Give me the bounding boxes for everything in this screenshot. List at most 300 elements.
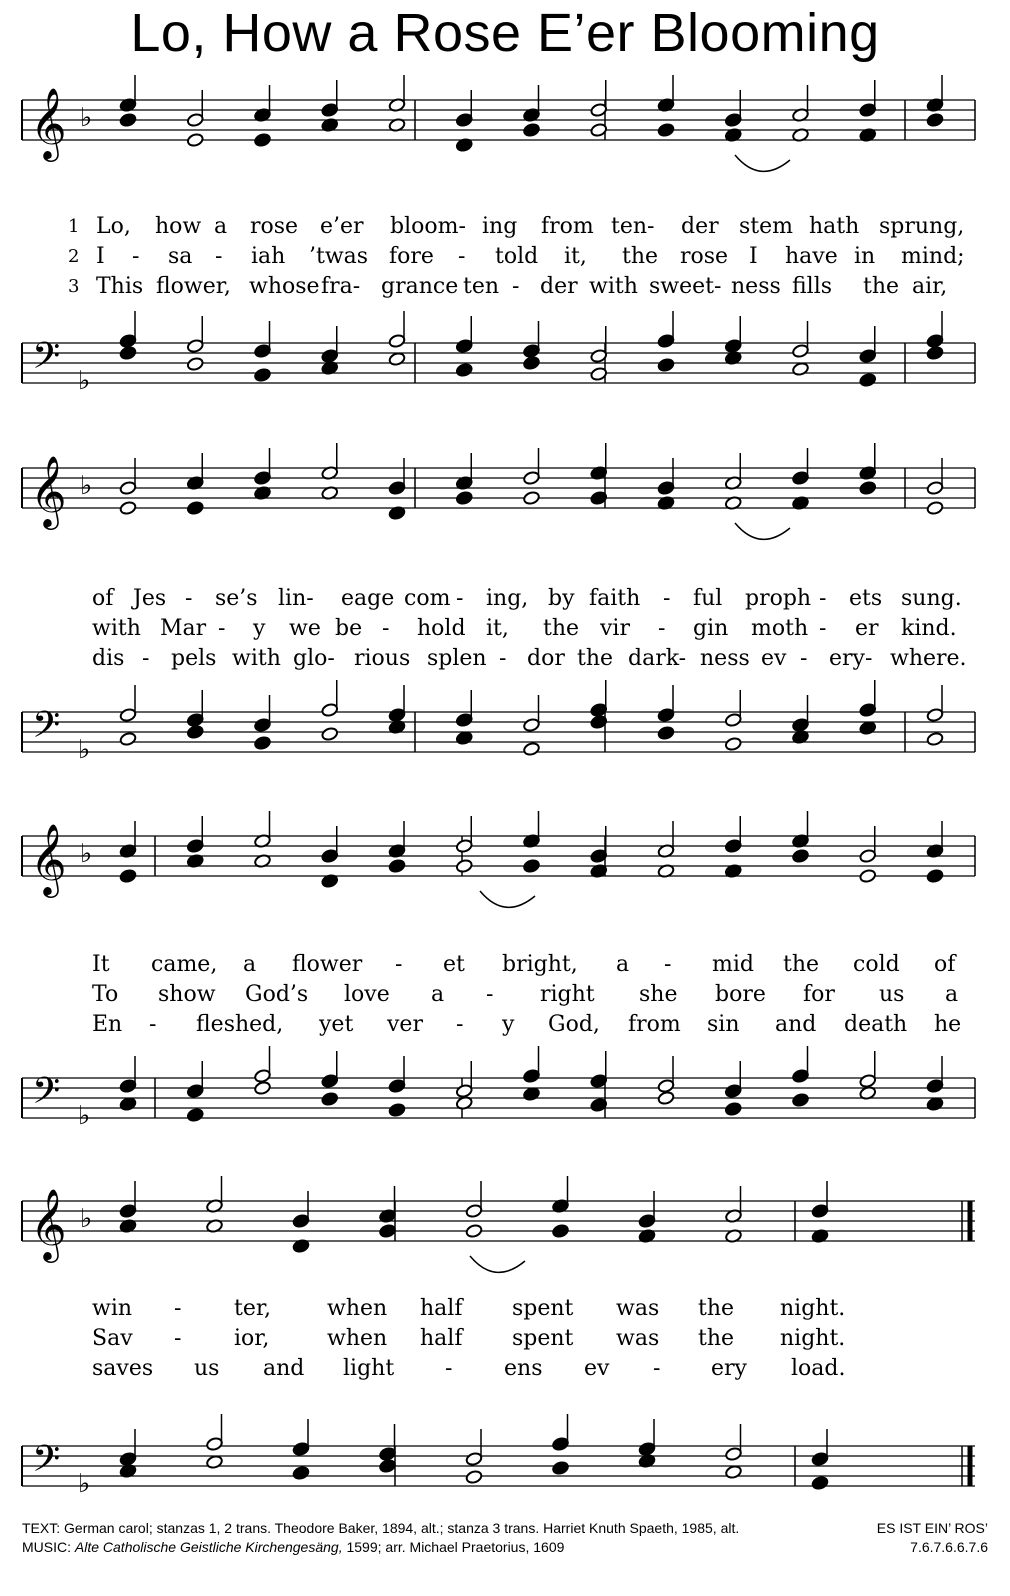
- lyric-syllable: I: [96, 244, 105, 269]
- tenor-note: [811, 1452, 829, 1467]
- bass-note: [792, 1093, 810, 1108]
- lyric-syllable: com: [404, 586, 451, 611]
- tenor-note: [292, 1442, 310, 1457]
- lyric-syllable: glo-: [293, 646, 335, 671]
- alto-note: [523, 491, 541, 506]
- tenor-note: [388, 1079, 406, 1094]
- lyric-syllable: Lo,: [96, 214, 131, 239]
- lyric-line: [0, 1010, 1010, 1040]
- lyric-syllable: the: [543, 616, 580, 641]
- lyric-syllable: God,: [548, 1012, 600, 1037]
- lyric-syllable: Mar: [160, 616, 207, 641]
- lyric-syllable: -: [445, 1356, 453, 1381]
- alto-note: [186, 501, 204, 516]
- lyric-syllable: rose: [250, 214, 299, 239]
- soprano-note: [724, 113, 742, 128]
- soprano-note: [186, 839, 204, 854]
- alto-note: [552, 1224, 570, 1239]
- lyric-syllable: how: [155, 214, 202, 239]
- bass-note: [725, 1465, 743, 1480]
- alto-note: [465, 1224, 483, 1239]
- soprano-note: [859, 849, 877, 864]
- lyric-line: [0, 1354, 1010, 1384]
- tenor-note: [455, 1084, 473, 1099]
- lyric-syllable: -: [499, 646, 507, 671]
- lyric-syllable: -: [800, 646, 808, 671]
- music-source-title: Alte Catholische Geistliche Kirchengesäng,: [74, 1539, 343, 1555]
- bass-note: [321, 727, 339, 742]
- lyric-syllable: where.: [890, 646, 967, 671]
- lyric-syllable: ness: [700, 646, 750, 671]
- flat-icon: ♭: [78, 735, 91, 765]
- lyric-syllable: ness: [731, 274, 781, 299]
- lyric-syllable: grance: [381, 274, 459, 299]
- slur: [470, 1256, 525, 1272]
- music-credit-label: MUSIC:: [22, 1539, 71, 1555]
- bass-note: [859, 721, 877, 736]
- bass-note: [119, 1097, 137, 1112]
- lyric-line: [0, 614, 1010, 644]
- tenor-note: [206, 1437, 224, 1452]
- lyric-syllable: sa: [168, 244, 193, 269]
- bass-note: [186, 357, 204, 372]
- bass-clef-icon: 𝄢: [32, 704, 61, 755]
- tenor-note: [523, 344, 541, 359]
- text-credit: [22, 1519, 822, 1538]
- lyric-syllable: told: [495, 244, 539, 269]
- soprano-note: [859, 103, 877, 118]
- soprano-note: [292, 1214, 310, 1229]
- soprano-note: [465, 1204, 483, 1219]
- lyric-syllable: -: [458, 244, 466, 269]
- lyric-line: [0, 212, 1010, 242]
- lyric-syllable: rose: [680, 244, 729, 269]
- lyric-syllable: To: [92, 982, 119, 1007]
- lyric-syllable: -: [215, 244, 223, 269]
- hymn-title: Lo, How a Rose E’er Blooming: [130, 3, 880, 63]
- alto-note: [254, 133, 272, 148]
- tenor-note: [792, 344, 810, 359]
- lyric-syllable: hold: [417, 616, 466, 641]
- lyric-syllable: -: [653, 1356, 661, 1381]
- lyric-syllable: y: [502, 1012, 515, 1037]
- tenor-note: [455, 339, 473, 354]
- lyric-syllable: gin: [693, 616, 729, 641]
- lyric-syllable: it,: [486, 616, 509, 641]
- lyric-syllable: was: [616, 1326, 660, 1351]
- lyric-syllable: ing,: [486, 586, 529, 611]
- lyric-syllable: moth: [751, 616, 809, 641]
- lyric-syllable: dor: [527, 646, 565, 671]
- lyric-line: [0, 644, 1010, 674]
- lyric-syllable: with: [589, 274, 638, 299]
- lyric-syllable: have: [785, 244, 838, 269]
- bass-clef-icon: 𝄢: [32, 1070, 61, 1121]
- soprano-note: [455, 113, 473, 128]
- soprano-note: [926, 481, 944, 496]
- lyric-line: [0, 980, 1010, 1010]
- bass-note: [292, 1466, 310, 1481]
- lyric-syllable: for: [803, 982, 835, 1007]
- lyric-syllable: ful: [693, 586, 723, 611]
- bass-note: [523, 742, 541, 757]
- lyric-syllable: the: [783, 952, 820, 977]
- lyric-syllable: Jes: [133, 586, 167, 611]
- tenor-note: [523, 1069, 541, 1084]
- bass-note: [657, 1091, 675, 1106]
- lyric-syllable: it,: [564, 244, 587, 269]
- alto-note: [455, 491, 473, 506]
- lyric-syllable: show: [158, 982, 216, 1007]
- lyric-syllable: -: [456, 586, 464, 611]
- lyric-syllable: -: [456, 1012, 464, 1037]
- bass-note: [186, 1108, 204, 1123]
- bass-note: [254, 1081, 272, 1096]
- lyric-syllable: yet: [319, 1012, 354, 1037]
- lyric-syllable: the: [622, 244, 659, 269]
- lyric-syllable: death: [844, 1012, 908, 1037]
- tenor-note: [186, 339, 204, 354]
- lyric-syllable: er: [855, 616, 879, 641]
- lyric-line: [0, 272, 1010, 302]
- bass-clef-icon: 𝄢: [32, 1438, 61, 1489]
- lyric-syllable: bloom-: [390, 214, 466, 239]
- lyric-syllable: from: [541, 214, 594, 239]
- lyric-syllable: -: [819, 586, 827, 611]
- alto-note: [523, 859, 541, 874]
- bass-note: [379, 1459, 397, 1474]
- soprano-note: [321, 103, 339, 118]
- text-credit-label: TEXT:: [22, 1520, 61, 1536]
- lyric-syllable: fleshed,: [196, 1012, 284, 1037]
- lyric-syllable: ery: [711, 1356, 747, 1381]
- tenor-note: [119, 1079, 137, 1094]
- bass-note: [388, 352, 406, 367]
- tenor-note: [724, 713, 742, 728]
- lyric-syllable: -: [395, 952, 403, 977]
- lyric-line: [0, 950, 1010, 980]
- lyric-syllable: by: [548, 586, 575, 611]
- lyric-syllable: night.: [780, 1296, 846, 1321]
- soprano-note: [388, 481, 406, 496]
- alto-note: [119, 501, 137, 516]
- flat-icon: ♭: [78, 1101, 91, 1131]
- lyric-syllable: love: [344, 982, 390, 1007]
- flat-icon: ♭: [80, 471, 93, 501]
- lyric-syllable: e’er: [320, 214, 364, 239]
- lyric-syllable: fills: [792, 274, 833, 299]
- soprano-note: [321, 849, 339, 864]
- bass-note: [926, 346, 944, 361]
- bass-note: [321, 1092, 339, 1107]
- lyric-syllable: En: [92, 1012, 123, 1037]
- alto-note: [792, 849, 810, 864]
- alto-note: [455, 859, 473, 874]
- flat-icon: ♭: [78, 366, 91, 396]
- soprano-note: [186, 113, 204, 128]
- lyric-syllable: us: [879, 982, 905, 1007]
- stanza-number: 2: [68, 246, 80, 267]
- bass-note: [254, 736, 272, 751]
- lyric-syllable: spent: [512, 1296, 574, 1321]
- treble-clef-icon: 𝄞: [30, 86, 67, 159]
- lyric-syllable: the: [698, 1326, 735, 1351]
- lyric-syllable: -: [142, 646, 150, 671]
- alto-note: [186, 133, 204, 148]
- lyric-syllable: kind.: [901, 616, 957, 641]
- bass-note: [455, 363, 473, 378]
- tenor-note: [321, 349, 339, 364]
- tenor-note: [119, 1452, 137, 1467]
- lyric-syllable: -: [664, 952, 672, 977]
- tenor-note: [926, 708, 944, 723]
- lyric-line: [0, 1294, 1010, 1324]
- tenor-note: [926, 1079, 944, 1094]
- lyric-syllable: ior,: [234, 1326, 270, 1351]
- lyric-syllable: of: [92, 586, 114, 611]
- tenor-note: [724, 1084, 742, 1099]
- flat-icon: ♭: [80, 1204, 93, 1234]
- tune-name: ES IST EIN’ ROS’: [876, 1520, 988, 1536]
- tenor-note: [859, 1074, 877, 1089]
- lyric-syllable: fore: [389, 244, 434, 269]
- lyric-syllable: the: [577, 646, 614, 671]
- lyric-syllable: a: [214, 214, 228, 239]
- lyric-syllable: -: [512, 274, 520, 299]
- bass-note: [523, 1087, 541, 1102]
- lyric-syllable: -: [819, 616, 827, 641]
- lyric-syllable: load.: [791, 1356, 846, 1381]
- lyric-syllable: a: [616, 952, 630, 977]
- lyric-syllable: -: [185, 586, 193, 611]
- soprano-note: [811, 1204, 829, 1219]
- tenor-note: [859, 349, 877, 364]
- lyric-syllable: ten-: [611, 214, 655, 239]
- lyric-syllable: et: [443, 952, 465, 977]
- tenor-note: [657, 1079, 675, 1094]
- lyric-syllable: I: [749, 244, 758, 269]
- text-credit-body: German carol; stanzas 1, 2 trans. Theodore Baker, 1894, alt.; stanza 3 trans. Harriet Knuth Spaeth, 1985, alt.: [64, 1520, 740, 1536]
- lyric-syllable: flower: [292, 952, 363, 977]
- soprano-note: [119, 1204, 137, 1219]
- tenor-note: [455, 713, 473, 728]
- alto-note: [859, 869, 877, 884]
- soprano-note: [638, 1214, 656, 1229]
- bass-note: [657, 726, 675, 741]
- lyric-syllable: night.: [780, 1326, 846, 1351]
- lyric-syllable: win: [92, 1296, 133, 1321]
- lyric-syllable: iah: [251, 244, 286, 269]
- lyric-syllable: saves: [92, 1356, 154, 1381]
- lyric-syllable: ver: [387, 1012, 423, 1037]
- lyric-syllable: sin: [707, 1012, 740, 1037]
- treble-clef-icon: 𝄞: [30, 1187, 67, 1260]
- tenor-note: [186, 713, 204, 728]
- lyric-line: [0, 1324, 1010, 1354]
- lyric-syllable: ter,: [234, 1296, 271, 1321]
- lyric-syllable: pels: [171, 646, 217, 671]
- lyric-syllable: eage: [341, 586, 395, 611]
- lyric-syllable: rious: [354, 646, 411, 671]
- alto-note: [119, 869, 137, 884]
- lyric-syllable: fra-: [321, 274, 361, 299]
- alto-note: [657, 123, 675, 138]
- lyric-syllable: was: [616, 1296, 660, 1321]
- alto-note: [379, 1224, 397, 1239]
- lyric-syllable: flower,: [156, 274, 231, 299]
- bass-note: [455, 731, 473, 746]
- lyric-syllable: when: [327, 1296, 388, 1321]
- lyric-syllable: stem: [739, 214, 794, 239]
- lyric-syllable: hath: [809, 214, 860, 239]
- lyric-syllable: lin-: [278, 586, 314, 611]
- lyric-syllable: bore: [715, 982, 766, 1007]
- soprano-note: [724, 839, 742, 854]
- lyric-syllable: der: [681, 214, 719, 239]
- bass-note: [388, 1103, 406, 1118]
- bass-note: [119, 346, 137, 361]
- lyric-syllable: y: [253, 616, 266, 641]
- lyric-syllable: half: [420, 1326, 463, 1351]
- lyric-syllable: when: [327, 1326, 388, 1351]
- lyric-syllable: with: [232, 646, 281, 671]
- tenor-note: [552, 1437, 570, 1452]
- tenor-note: [657, 334, 675, 349]
- tenor-note: [388, 708, 406, 723]
- tenor-note: [638, 1442, 656, 1457]
- bass-note: [254, 368, 272, 383]
- lyric-syllable: bright,: [502, 952, 578, 977]
- lyric-syllable: mid: [712, 952, 754, 977]
- lyric-syllable: right: [540, 982, 595, 1007]
- alto-note: [388, 859, 406, 874]
- lyric-syllable: dark-: [628, 646, 687, 671]
- bass-note: [926, 732, 944, 747]
- alto-note: [859, 481, 877, 496]
- stanza-number: 3: [68, 276, 80, 297]
- lyric-syllable: It: [92, 952, 110, 977]
- tenor-note: [379, 1447, 397, 1462]
- lyric-syllable: light: [343, 1356, 395, 1381]
- slur: [480, 891, 535, 907]
- tenor-note: [321, 703, 339, 718]
- tenor-note: [388, 334, 406, 349]
- slur: [735, 523, 790, 539]
- alto-note: [926, 501, 944, 516]
- lyric-syllable: he: [934, 1012, 962, 1037]
- lyric-syllable: whose: [249, 274, 320, 299]
- lyric-syllable: ten: [463, 274, 500, 299]
- lyric-syllable: half: [420, 1296, 463, 1321]
- lyric-syllable: ev: [584, 1356, 610, 1381]
- lyric-syllable: mind;: [901, 244, 965, 269]
- lyric-syllable: cold: [853, 952, 900, 977]
- lyric-syllable: sprung,: [879, 214, 965, 239]
- alto-note: [119, 113, 137, 128]
- lyric-syllable: This: [96, 274, 144, 299]
- lyric-syllable: sweet-: [649, 274, 722, 299]
- soprano-note: [792, 471, 810, 486]
- lyric-syllable: der: [540, 274, 578, 299]
- meter: 7.6.7.6.6.7.6: [910, 1539, 988, 1555]
- lyric-syllable: the: [863, 274, 900, 299]
- tenor-note: [523, 718, 541, 733]
- lyric-syllable: -: [149, 1012, 157, 1037]
- tenor-note: [792, 1069, 810, 1084]
- lyric-syllable: -: [174, 1296, 182, 1321]
- tenor-note: [321, 1074, 339, 1089]
- lyric-syllable: a: [431, 982, 445, 1007]
- lyric-syllable: ens: [504, 1356, 543, 1381]
- lyric-syllable: faith: [589, 586, 641, 611]
- lyric-syllable: ing: [482, 214, 518, 239]
- soprano-note: [657, 481, 675, 496]
- lyric-syllable: of: [934, 952, 956, 977]
- tenor-note: [792, 718, 810, 733]
- lyric-syllable: vir: [600, 616, 630, 641]
- tenor-note: [657, 708, 675, 723]
- lyric-syllable: -: [382, 616, 390, 641]
- bass-note: [724, 1102, 742, 1117]
- tenor-note: [254, 344, 272, 359]
- tenor-note: [254, 718, 272, 733]
- lyric-syllable: be: [335, 616, 363, 641]
- music-credit-body: 1599; arr. Michael Praetorius, 1609: [346, 1539, 565, 1555]
- lyric-syllable: air,: [912, 274, 948, 299]
- bass-note: [724, 737, 742, 752]
- lyric-syllable: from: [628, 1012, 681, 1037]
- lyric-syllable: us: [194, 1356, 220, 1381]
- bass-note: [657, 358, 675, 373]
- bass-note: [811, 1476, 829, 1491]
- lyric-syllable: she: [639, 982, 678, 1007]
- lyric-syllable: and: [263, 1356, 305, 1381]
- bass-clef-icon: 𝄢: [32, 335, 61, 386]
- bass-note: [206, 1455, 224, 1470]
- alto-note: [926, 113, 944, 128]
- tenor-note: [724, 339, 742, 354]
- soprano-note: [455, 839, 473, 854]
- treble-clef-icon: 𝄞: [30, 822, 67, 895]
- lyric-syllable: -: [486, 982, 494, 1007]
- bass-note: [523, 356, 541, 371]
- tenor-note: [254, 1069, 272, 1084]
- lyric-syllable: in: [854, 244, 876, 269]
- soprano-note: [254, 471, 272, 486]
- lyric-syllable: and: [775, 1012, 817, 1037]
- lyric-syllable: a: [243, 952, 257, 977]
- lyric-syllable: spent: [512, 1326, 574, 1351]
- lyric-line: [0, 584, 1010, 614]
- tenor-note: [725, 1447, 743, 1462]
- lyric-syllable: se’s: [215, 586, 258, 611]
- bass-note: [792, 362, 810, 377]
- music-credit: [22, 1538, 822, 1557]
- bass-note: [119, 732, 137, 747]
- lyric-syllable: -: [174, 1326, 182, 1351]
- bass-note: [926, 1097, 944, 1112]
- bass-note: [186, 725, 204, 740]
- lyric-syllable: ev: [761, 646, 787, 671]
- lyric-syllable: Sav: [92, 1326, 133, 1351]
- lyric-syllable: -: [218, 616, 226, 641]
- lyric-syllable: a: [945, 982, 959, 1007]
- lyric-syllable: with: [92, 616, 141, 641]
- lyric-syllable: we: [289, 616, 321, 641]
- stanza-number: 1: [68, 216, 80, 237]
- alto-note: [523, 123, 541, 138]
- lyric-syllable: ets: [849, 586, 883, 611]
